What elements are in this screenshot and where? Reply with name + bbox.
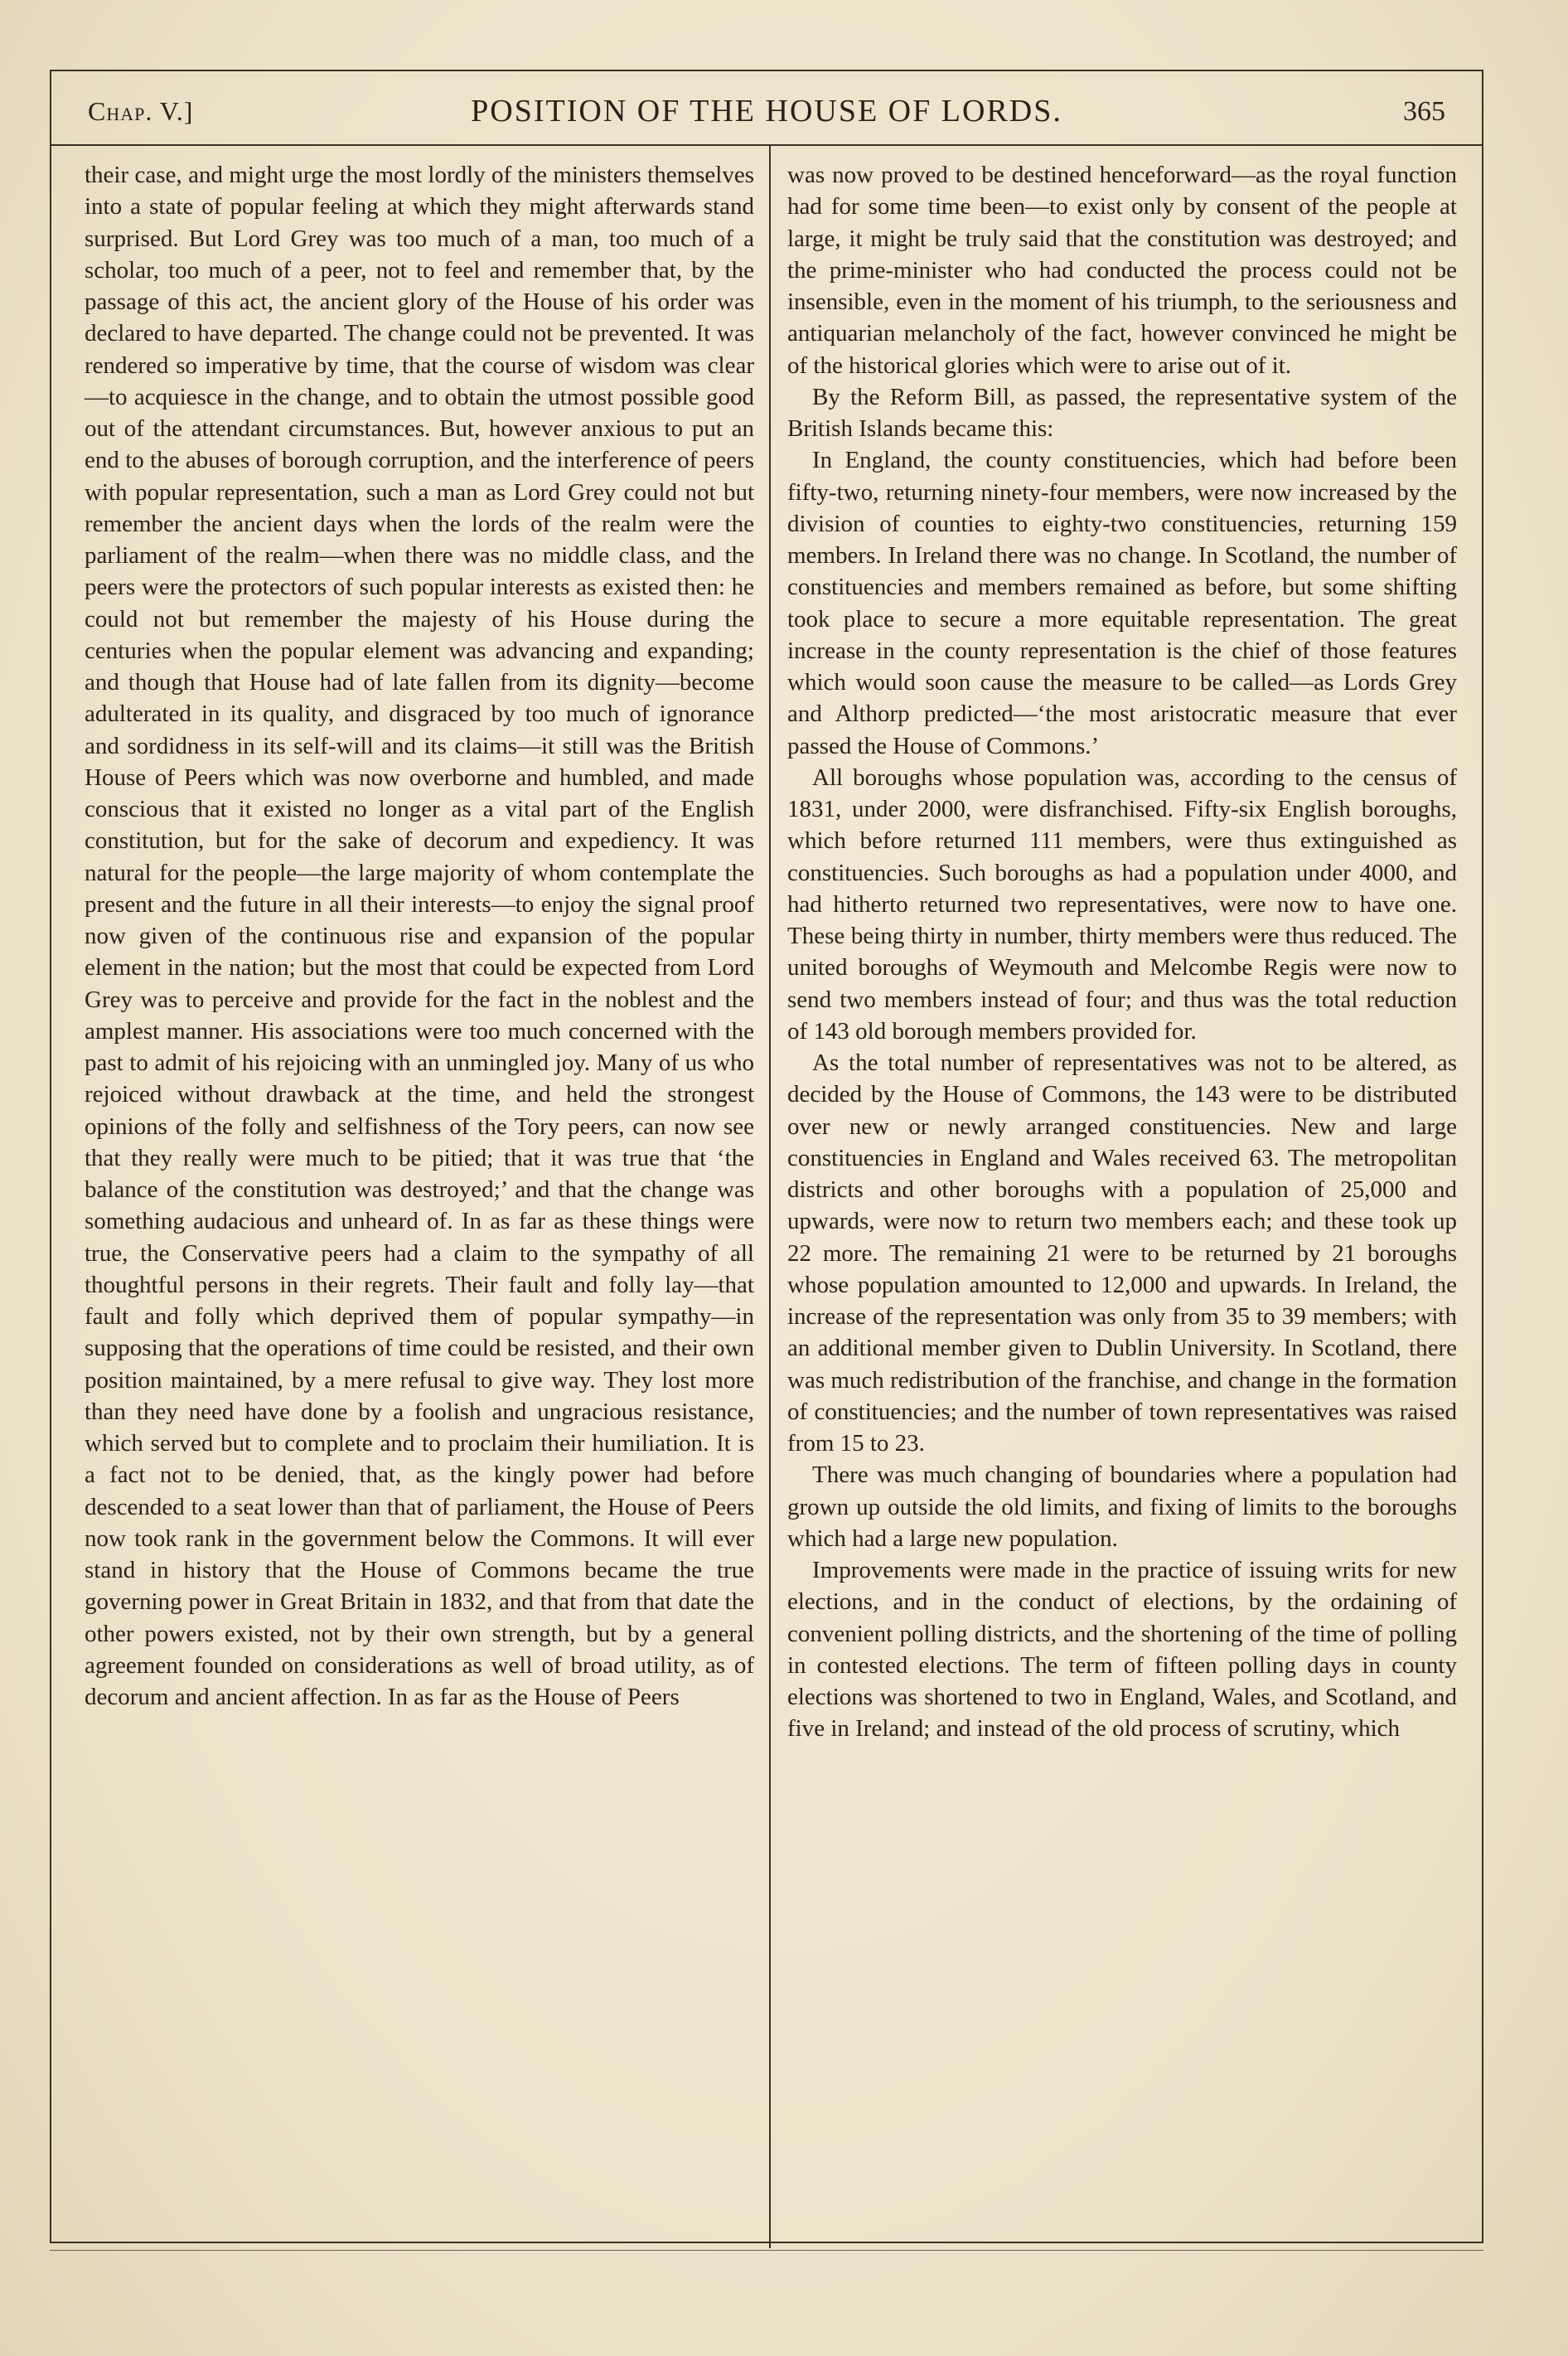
page-number: 365 <box>1403 96 1445 127</box>
right-column <box>787 159 1457 1745</box>
left-paragraph-1: their case, and might urge the most lordly of the ministers themselves into a state of popular feeling at which they might afterwards stand surprised. But Lord Grey was too much of a man, too much of a scholar, too much of a peer, not to feel and remember that, by the passage of this act, the ancient glory of the House of his order was declared to have departed. The change could not be prevented. It was rendered so imperative by time, that the course of wisdom was clear—to acquiesce in the change, and to obtain the utmost possible good out of the attendant circumstances. But, however anxious to put an end to the abuses of borough corruption, and the interference of peers with popular representation, such a man as Lord Grey could not but remember the ancient days when the lords of the realm were the parliament of the realm—when there was no middle class, and the peers were the protectors of such popular interests as existed then: he could not but remember the majesty of his House during the centuries when the popular element was advancing and expanding; and though that House had of late fallen from its dignity—become adulterated in its quality, and disgraced by too much of ignorance and sordidness in its self-will and its claims—it still was the British House of Peers which was now overborne and humbled, and made conscious that it existed no longer as a vital part of the English constitution, but for the sake of decorum and expediency. It was natural for the people—the large majority of whom contemplate the present and the future in all their interests—to enjoy the signal proof now given of the continuous rise and expansion of the popular element in the nation; but the most that could be expected from Lord Grey was to perceive and provide for the fact in the noblest and the amplest manner. His associations were too much concerned with the past to admit of his rejoicing with an unmingled joy. Many of us who rejoiced without drawback at the time, and held the strongest opinions of the folly and selfishness of the Tory peers, can now see that they really were much to be pitied; that it was true that ‘the balance of the constitution was destroyed;’ and that the change was something audacious and unheard of. In as far as these things were true, the Conservative peers had a claim to the sympathy of all thoughtful persons in their regrets. Their fault and folly lay—that fault and folly which deprived them of popular sympathy—in supposing that the operations of time could be resisted, and their own position maintained, by a mere refusal to give way. They lost more than they need have done by a foolish and ungracious resistance, which served but to complete and to proclaim their humiliation. It is a fact not to be denied, that, as the kingly power had before descended to a seat lower than that of parliament, the House of Peers now took rank in the government below the Commons. It will ever stand in history that the House of Commons became the true governing power in Great Britain in 1832, and that from that date the other powers existed, not by their own strength, but by a general agreement founded on considerations as well of broad utility, as of decorum and ancient affection. In as far as the House of Peers <box>85 162 754 1710</box>
page-frame <box>50 70 1483 2243</box>
page-title: POSITION OF THE HOUSE OF LORDS. <box>471 94 1062 128</box>
right-paragraph-5: As the total number of representatives was not to be altered, as decided by the House of Commons, the 143 were to be distributed over new or newly arranged constituencies. New and large constituencies in England and Wales received 63. The metropolitan districts and other boroughs with a population of 25,000 and upwards, were now to return two members each; and these took up 22 more. The remaining 21 were to be returned by 21 boroughs whose population amounted to 12,000 and upwards. In Ireland, the increase of the representation was only from 35 to 39 members; with an additional member given to Dublin University. In Scotland, there was much redistribution of the franchise, and change in the formation of constituencies; and the number of town representatives was raised from 15 to 23. <box>787 1050 1457 1457</box>
right-paragraph-4: All boroughs whose population was, according to the census of 1831, under 2000, were disfranchised. Fifty-six English boroughs, which before returned 111 members, were thus extinguished as constituencies. Such boroughs as had a population under 4000, and had hitherto returned two representatives, were now to have one. These being thirty in number, thirty members were thus reduced. The united boroughs of Weymouth and Melcombe Regis were now to send two members instead of four; and thus was the total reduction of 143 old borough members provided for. <box>787 764 1457 1045</box>
right-paragraph-1: was now proved to be destined henceforward—as the royal function had for some time been—to exist only by consent of the people at large, it might be truly said that the constitution was destroyed; and the prime-minister who had conducted the process could not be insensible, even in the moment of his triumph, to the seriousness and antiquarian melancholy of the fact, however convinced he might be of the historical glories which were to arise out of it. <box>787 162 1457 379</box>
right-paragraph-6: There was much changing of boundaries where a population had grown up outside the old limits, and fixing of limits to the boroughs which had a large new population. <box>787 1462 1457 1552</box>
chapter-label: Chap. V.] <box>88 96 194 126</box>
right-paragraph-3: In England, the county constituencies, which had before been fifty-two, returning ninety-four members, were now increased by the division of counties to eighty-two constituencies, returning 159 members. In Ireland there was no change. In Scotland, the number of constituencies and members remained as before, but some shifting took place to secure a more equitable representation. The great increase in the county representation is the chief of those features which would soon cause the measure to be called—as Lords Grey and Althorp predicted—‘the most aristocratic measure that ever passed the House of Commons.’ <box>787 447 1457 759</box>
running-head <box>51 71 1482 146</box>
bottom-rule <box>50 2250 1483 2251</box>
right-paragraph-7: Improvements were made in the practice of issuing writs for new elections, and in the conduct of elections, by the ordaining of convenient polling districts, and the shortening of the time of polling in contested elections. The term of fifteen polling days in county elections was shortened to two in England, Wales, and Scotland, and five in Ireland; and instead of the old process of scrutiny, which <box>787 1557 1457 1743</box>
column-divider <box>769 146 771 2248</box>
left-column <box>85 159 754 1713</box>
right-paragraph-2: By the Reform Bill, as passed, the representative system of the British Islands became this: <box>787 383 1457 442</box>
